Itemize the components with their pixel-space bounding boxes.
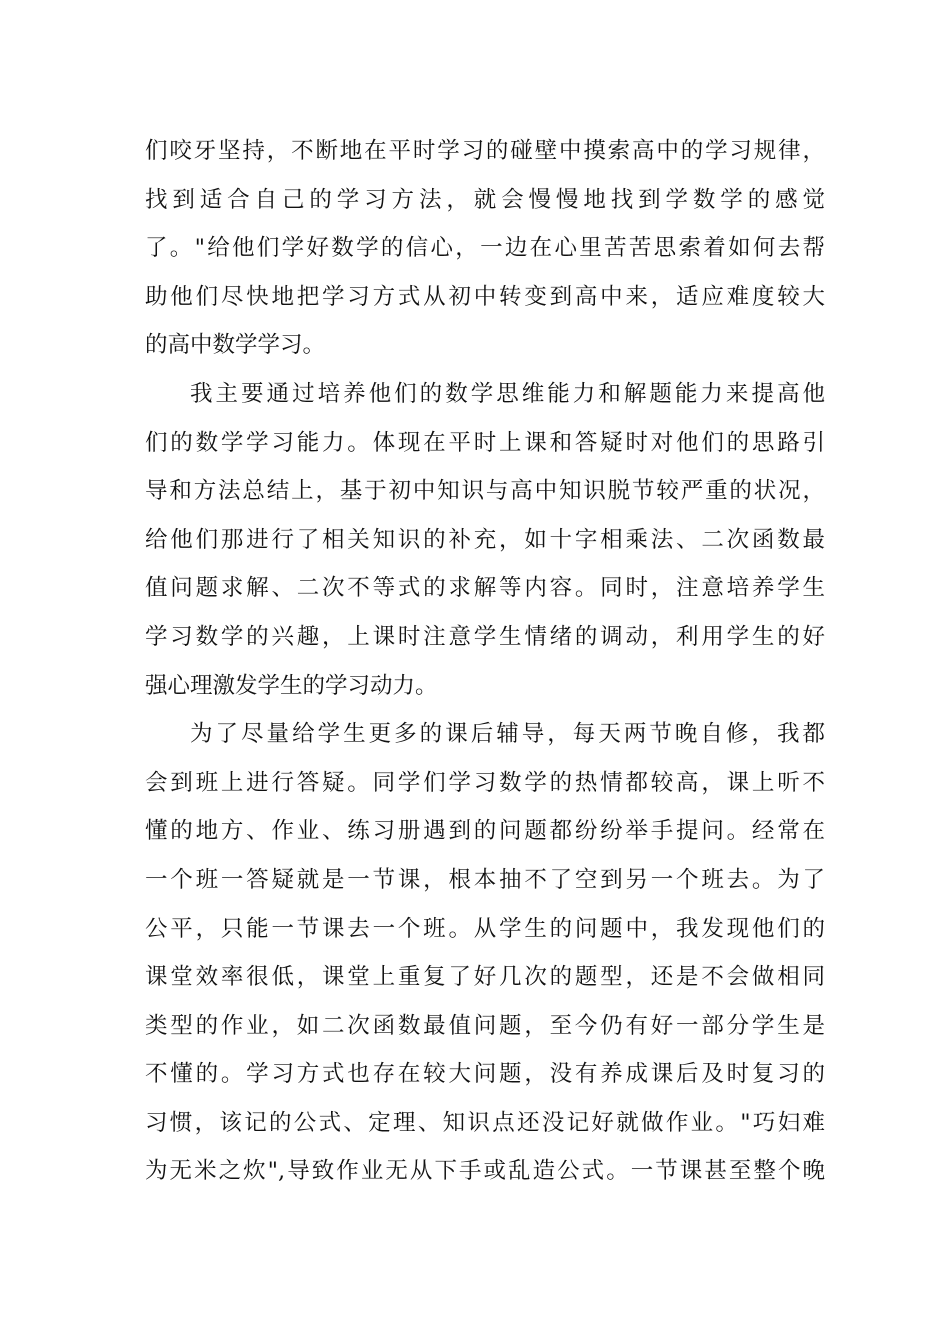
text-line: 强心理激发学生的学习动力。 xyxy=(145,672,438,699)
text-line: 我主要通过培养他们的数学思维能力和解题能力来提高他 xyxy=(190,380,825,407)
paragraph-1 xyxy=(145,127,825,370)
text-line: 们咬牙坚持，不断地在平时学习的碰壁中摸索高中的学习规律， xyxy=(145,138,825,164)
text-line: 学习数学的兴趣，上课时注意学生情绪的调动，利用学生的好 xyxy=(145,623,825,650)
text-line: 们的数学学习能力。体现在平时上课和答疑时对他们的思路引 xyxy=(145,429,825,456)
text-line: 类型的作业，如二次函数最值问题，至今仍有好一部分学生是 xyxy=(145,1012,825,1039)
paragraph-2 xyxy=(145,370,825,710)
text-line: 值问题求解、二次不等式的求解等内容。同时，注意培养学生 xyxy=(145,575,825,602)
paragraph-3 xyxy=(145,710,825,1196)
text-line: 为无米之炊",导致作业无从下手或乱造公式。一节课甚至整个晚 xyxy=(145,1158,825,1185)
text-line: 一个班一答疑就是一节课，根本抽不了空到另一个班去。为了 xyxy=(145,866,825,893)
text-line: 导和方法总结上，基于初中知识与高中知识脱节较严重的状况， xyxy=(145,478,825,505)
text-line: 找到适合自己的学习方法，就会慢慢地找到学数学的感觉 xyxy=(145,186,825,213)
text-line: 给他们那进行了相关知识的补充，如十字相乘法、二次函数最 xyxy=(145,526,825,553)
text-line: 公平，只能一节课去一个班。从学生的问题中，我发现他们的 xyxy=(145,915,825,942)
text-line: 不懂的。学习方式也存在较大问题，没有养成课后及时复习的 xyxy=(145,1061,825,1088)
text-line: 的高中数学学习。 xyxy=(145,332,326,359)
text-line: 懂的地方、作业、练习册遇到的问题都纷纷举手提问。经常在 xyxy=(145,818,825,845)
body-text xyxy=(145,127,825,1196)
text-line: 习惯，该记的公式、定理、知识点还没记好就做作业。"巧妇难 xyxy=(145,1109,825,1136)
text-line: 会到班上进行答疑。同学们学习数学的热情都较高，课上听不 xyxy=(145,769,825,796)
text-line: 了。"给他们学好数学的信心，一边在心里苦苦思索着如何去帮 xyxy=(145,235,825,262)
text-line: 为了尽量给学生更多的课后辅导，每天两节晚自修，我都 xyxy=(190,721,825,748)
text-line: 课堂效率很低，课堂上重复了好几次的题型，还是不会做相同 xyxy=(145,964,825,991)
text-line: 助他们尽快地把学习方式从初中转变到高中来，适应难度较大 xyxy=(145,283,825,310)
